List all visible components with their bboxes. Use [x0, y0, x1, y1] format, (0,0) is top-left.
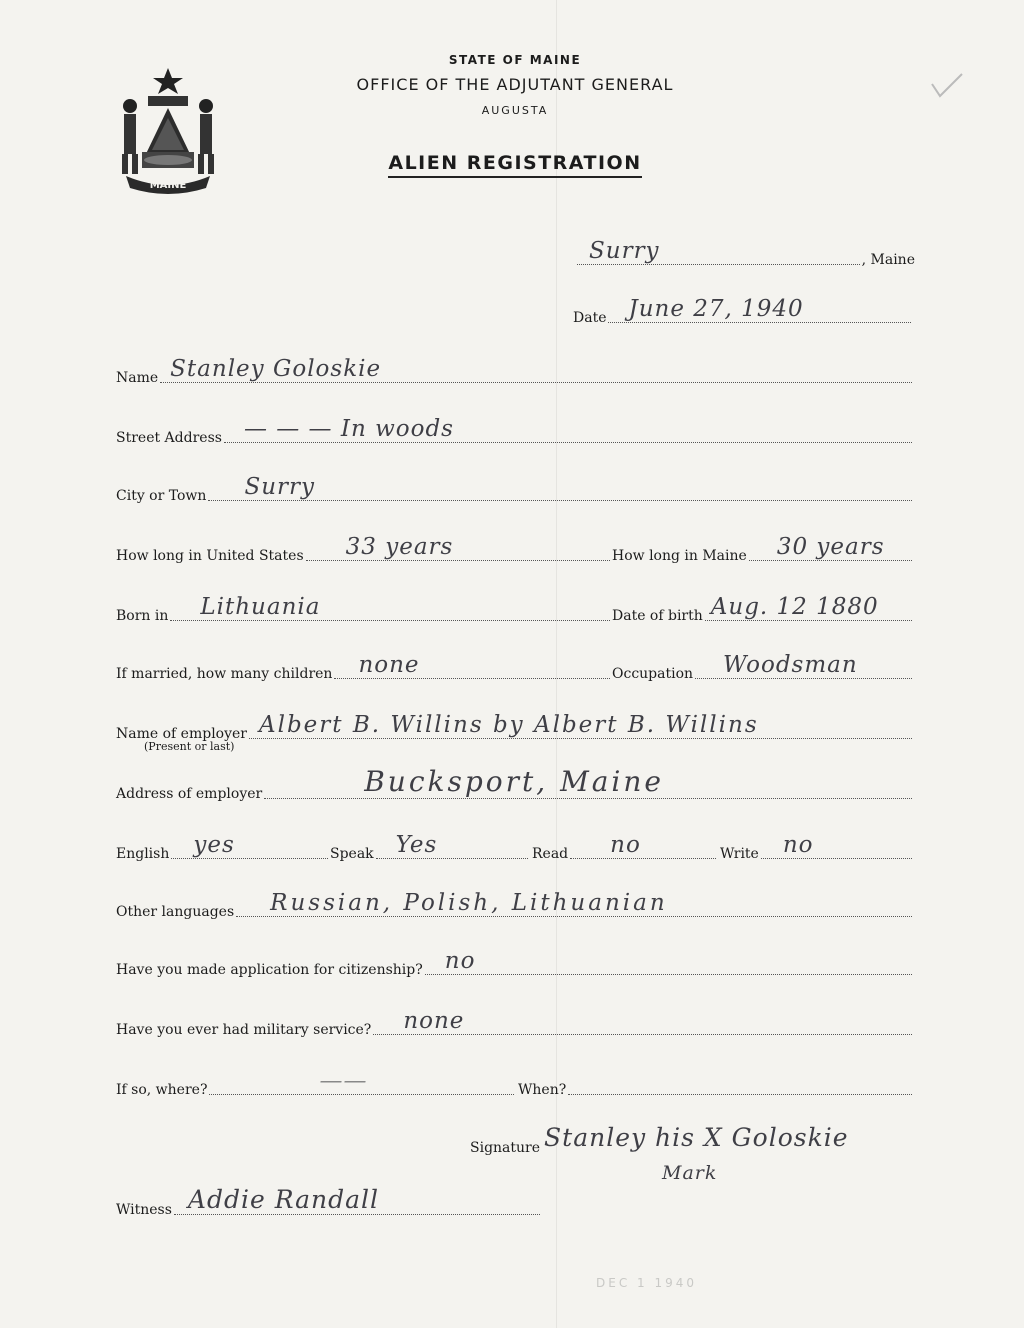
city-line — [208, 474, 912, 501]
date-label: Date — [573, 310, 607, 326]
witness-line — [174, 1185, 540, 1215]
read-row — [532, 834, 718, 864]
english-label: English — [116, 846, 170, 862]
children-line — [334, 652, 610, 679]
employer-label: Name of employer — [116, 726, 247, 742]
citizenship-line — [425, 948, 912, 975]
children-row — [116, 654, 612, 684]
name-value: Stanley Goloskie — [170, 356, 382, 382]
if-so-where-value: —— — [319, 1068, 368, 1094]
children-value: none — [358, 652, 420, 678]
street-address-label: Street Address — [116, 430, 222, 446]
witness-row — [116, 1185, 542, 1220]
date-value: June 27, 1940 — [628, 296, 804, 322]
write-label: Write — [720, 846, 759, 862]
how-long-maine-row — [612, 536, 914, 566]
other-languages-line — [236, 890, 912, 917]
english-value: yes — [193, 832, 235, 858]
date-of-birth-value: Aug. 12 1880 — [710, 594, 879, 620]
read-value: no — [610, 832, 641, 858]
when-row — [518, 1070, 914, 1100]
born-in-label: Born in — [116, 608, 169, 624]
speak-line — [376, 832, 528, 859]
city-label: City or Town — [116, 488, 207, 504]
how-long-maine-line — [749, 534, 912, 561]
town-value: Surry — [589, 238, 660, 264]
witness-value: Addie Randall — [187, 1185, 380, 1214]
born-in-line — [170, 594, 610, 621]
name-row — [116, 358, 914, 388]
write-value: no — [782, 832, 814, 858]
employer-address-row — [116, 765, 914, 804]
military-line — [373, 1008, 912, 1035]
date-of-birth-line — [705, 594, 912, 621]
city-row — [116, 476, 914, 506]
name-label: Name — [116, 370, 159, 386]
speak-label: Speak — [330, 846, 374, 862]
military-label: Have you ever had military service? — [116, 1022, 372, 1038]
street-address-line — [224, 416, 912, 443]
name-line — [160, 356, 912, 383]
employer-address-line — [264, 765, 912, 799]
form-title — [300, 152, 730, 174]
speak-value: Yes — [395, 832, 438, 858]
when-line — [568, 1093, 912, 1095]
faded-date-stamp: DEC 1 1940 — [596, 1276, 698, 1290]
employer-value: Albert B. Willins by Albert B. Willins — [258, 712, 759, 738]
occupation-value: Woodsman — [723, 652, 858, 678]
other-languages-value: Russian, Polish, Lithuanian — [270, 890, 668, 916]
signature-mark: Mark — [662, 1162, 718, 1184]
street-address-row — [116, 418, 914, 448]
date-of-birth-row — [612, 596, 914, 626]
header-state: STATE OF MAINE — [448, 53, 582, 67]
occupation-line — [695, 652, 912, 679]
other-languages-label: Other languages — [116, 904, 235, 920]
employer-address-value: Bucksport, Maine — [364, 765, 664, 798]
other-languages-row — [116, 892, 914, 922]
maine-label: , Maine — [861, 252, 915, 268]
employer-sublabel: (Present or last) — [144, 740, 235, 753]
maine-state-seal-icon — [112, 66, 224, 194]
occupation-label: Occupation — [612, 666, 694, 682]
if-so-where-label: If so, where? — [116, 1082, 208, 1098]
date-line — [608, 296, 911, 323]
city-value: Surry — [244, 474, 315, 500]
date-row — [573, 298, 913, 328]
how-long-us-label: How long in United States — [116, 548, 304, 564]
seal-banner-text: MAINE — [149, 180, 187, 191]
write-row — [720, 834, 914, 864]
signature-label: Signature — [470, 1140, 541, 1156]
citizenship-label: Have you made application for citizenship? — [116, 962, 423, 978]
checkmark-icon — [928, 70, 968, 102]
town-row — [575, 240, 915, 270]
english-line — [171, 832, 328, 859]
when-label: When? — [518, 1082, 567, 1098]
signature-value: Stanley his X Goloskie — [544, 1123, 849, 1152]
read-label: Read — [532, 846, 569, 862]
header-office: OFFICE OF THE ADJUTANT GENERAL — [356, 75, 674, 94]
employer-row — [116, 714, 914, 744]
how-long-us-line — [306, 534, 610, 561]
read-line — [570, 832, 716, 859]
occupation-row — [612, 654, 914, 684]
header-city: AUGUSTA — [481, 104, 549, 117]
employer-address-label: Address of employer — [116, 786, 263, 802]
if-so-where-line — [209, 1068, 514, 1095]
military-value: none — [403, 1008, 465, 1034]
citizenship-value: no — [444, 948, 476, 974]
town-line — [577, 238, 860, 265]
speak-row — [330, 834, 530, 864]
signature-row — [470, 1123, 914, 1158]
witness-label: Witness — [116, 1202, 172, 1218]
how-long-maine-label: How long in Maine — [612, 548, 747, 564]
citizenship-row — [116, 950, 914, 980]
how-long-us-row — [116, 536, 612, 566]
born-in-value: Lithuania — [200, 594, 321, 620]
english-row — [116, 834, 330, 864]
children-label: If married, how many children — [116, 666, 333, 682]
employer-line — [249, 712, 912, 739]
born-in-row — [116, 596, 612, 626]
form-title-text: ALIEN REGISTRATION — [388, 152, 641, 178]
write-line — [761, 832, 912, 859]
signature-line — [542, 1123, 912, 1153]
how-long-us-value: 33 years — [345, 534, 454, 560]
military-row — [116, 1010, 914, 1040]
how-long-maine-value: 30 years — [776, 534, 885, 560]
street-address-value: — — — In woods — [243, 416, 454, 442]
date-of-birth-label: Date of birth — [612, 608, 703, 624]
if-so-where-row — [116, 1070, 516, 1100]
